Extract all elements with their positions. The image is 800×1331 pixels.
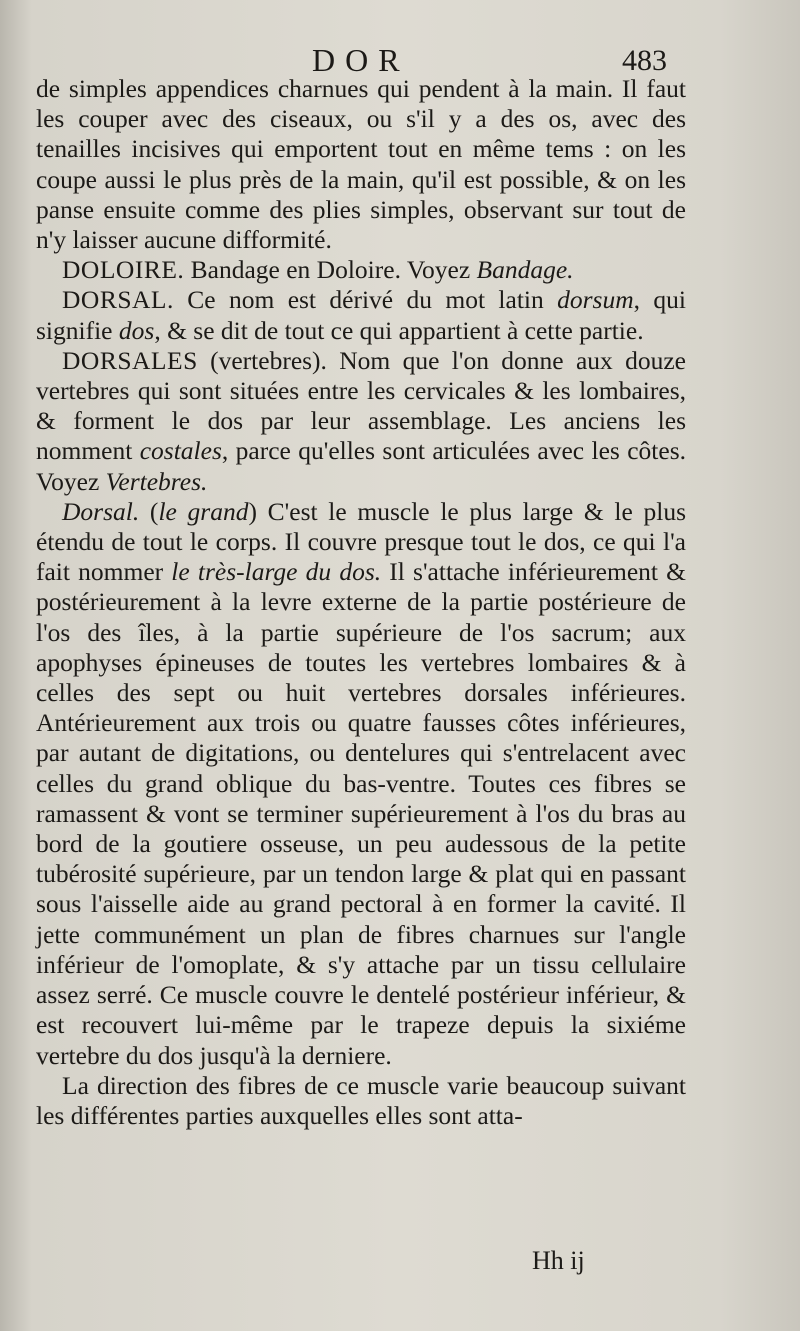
paragraph-direction: La direction des fibres de ce muscle varie beaucoup suivant les différentes parties auxquelles elles sont atta- xyxy=(36,1070,686,1130)
cross-reference: Bandage. xyxy=(476,255,574,285)
cross-reference: Vertebres. xyxy=(105,466,208,496)
entry-headword: DORSALES xyxy=(62,345,198,375)
body-text xyxy=(36,74,686,1131)
entry-headword: DOLOIRE. xyxy=(62,255,185,285)
entry-dorsal-grand: Dorsal. (le grand) C'est le muscle le plus large & le plus étendu de tout le corps. Il couvre presque tout le dos, ce qui l'a fait nommer le très-large du dos. Il s'attache inférieurement & postérieurement à la levre externe de la partie postérieure de l'os des îles, à la partie supérieure de l'os sacrum; aux apophyses épineuses de toutes les vertebres lombaires & à celles des sept ou huit vertebres dorsales inférieures. Antérieurement aux trois ou quatre fausses côtes inférieures, par autant de digitations, ou dentelures qui s'entrelacent avec celles du grand oblique du bas-ventre. Toutes ces fibres se ramassent & vont se terminer supérieurement à l'os du bras au bord de la goutiere osseuse, un peu audessous de la petite tubérosité supérieure, par un tendon large & plat qui en passant sous l'aisselle aide au grand pectoral à en former la cavité. Il jette communément un plan de fibres charnues sur l'angle inférieur de l'omoplate, & s'y attache par un tissu cellulaire assez serré. Ce muscle couvre le dentelé postérieur inférieur, & est recouvert lui-même par le trapeze depuis la sixiéme vertebre du dos jusqu'à la derniere. xyxy=(36,496,686,1070)
page-number: 483 xyxy=(622,44,667,77)
entry-headword: Dorsal. xyxy=(62,496,140,526)
signature-mark: Hh ij xyxy=(532,1246,585,1275)
paragraph-continuation: de simples appendices charnues qui pendent à la main. Il faut les couper avec des ciseaux, ou s'il y a des os, avec des tenailles incisives qui emportent tout en même tems : on les coupe aussi le plus près de la main, qu'il est possible, & on les panse ensuite comme des plies simples, observant sur tout de n'y laisser aucune difformité. xyxy=(36,74,686,255)
running-head-title: DOR xyxy=(312,42,410,78)
entry-dorsales: DORSALES (vertebres). Nom que l'on donne aux douze vertebres qui sont situées entre les cervicales & les lombaires, & forment le dos par leur assemblage. Les anciens les nomment costales, parce qu'elles sont articulées avec les côtes. Voyez Vertebres. xyxy=(36,345,686,496)
entry-dorsal: DORSAL. Ce nom est dérivé du mot latin dorsum, qui signifie dos, & se dit de tout ce qui appartient à cette partie. xyxy=(36,285,686,345)
entry-doloire: DOLOIRE. Bandage en Doloire. Voyez Bandage. xyxy=(62,255,574,285)
entry-headword: DORSAL. xyxy=(62,285,174,315)
